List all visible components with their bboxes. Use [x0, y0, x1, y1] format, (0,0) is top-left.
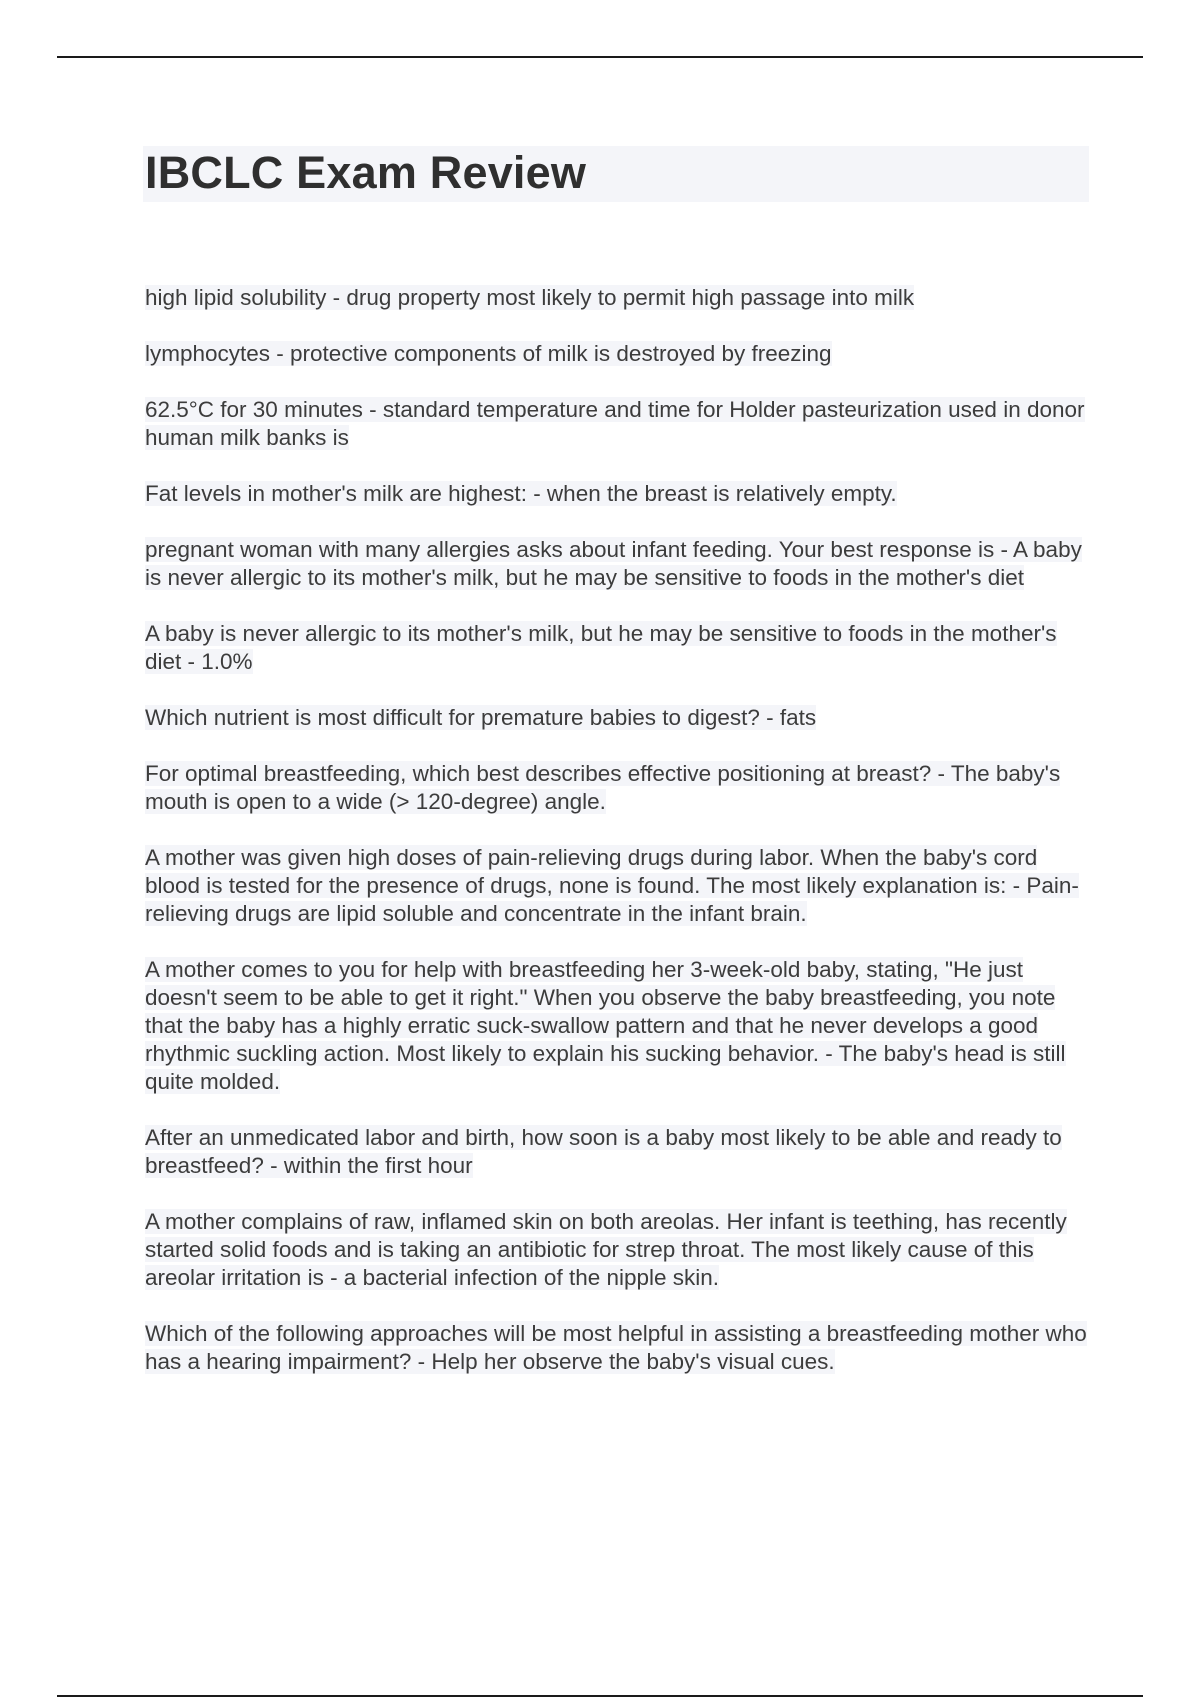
qa-item-2: lymphocytes - protective components of milk is destroyed by freezing	[145, 341, 832, 366]
qa-item-13: Which of the following approaches will be most helpful in assisting a breastfeeding mother who has a hearing impairment? - Help her observe the baby's visual cues.	[145, 1321, 1087, 1374]
qa-item-10: A mother comes to you for help with breastfeeding her 3-week-old baby, stating, "He just doesn't seem to be able to get it right." When you observe the baby breastfeeding, you note that the baby has a highly erratic suck-swallow pattern and that he never develops a good rhythmic suckling action. Most likely to explain his sucking behavior. - The baby's head is still quite molded.	[145, 957, 1066, 1094]
qa-item-7: Which nutrient is most difficult for premature babies to digest? - fats	[145, 705, 817, 730]
qa-item-3: 62.5°C for 30 minutes - standard temperature and time for Holder pasteurization used in donor human milk banks is	[145, 397, 1085, 450]
qa-item-1: high lipid solubility - drug property most likely to permit high passage into milk	[145, 285, 915, 310]
qa-list	[145, 284, 1091, 1404]
qa-item-12: A mother complains of raw, inflamed skin on both areolas. Her infant is teething, has recently started solid foods and is taking an antibiotic for strep throat. The most likely cause of this areolar irritation is - a bacterial infection of the nipple skin.	[145, 1209, 1067, 1290]
qa-item-5: pregnant woman with many allergies asks about infant feeding. Your best response is - A baby is never allergic to its mother's milk, but he may be sensitive to foods in the mother's diet	[145, 537, 1082, 590]
qa-item-9: A mother was given high doses of pain-relieving drugs during labor. When the baby's cord blood is tested for the presence of drugs, none is found. The most likely explanation is: - Pain-relieving drugs are lipid soluble and concentrate in the infant brain.	[145, 845, 1079, 926]
qa-item-6: A baby is never allergic to its mother's milk, but he may be sensitive to foods in the mother's diet - 1.0%	[145, 621, 1057, 674]
qa-item-11: After an unmedicated labor and birth, how soon is a baby most likely to be able and ready to breastfeed? - within the first hour	[145, 1125, 1062, 1178]
qa-item-8: For optimal breastfeeding, which best describes effective positioning at breast? - The baby's mouth is open to a wide (> 120-degree) angle.	[145, 761, 1061, 814]
footer-rule	[57, 1695, 1143, 1697]
page-title: IBCLC Exam Review	[145, 147, 587, 198]
qa-item-4: Fat levels in mother's milk are highest: - when the breast is relatively empty.	[145, 481, 897, 506]
header-rule	[57, 56, 1143, 58]
